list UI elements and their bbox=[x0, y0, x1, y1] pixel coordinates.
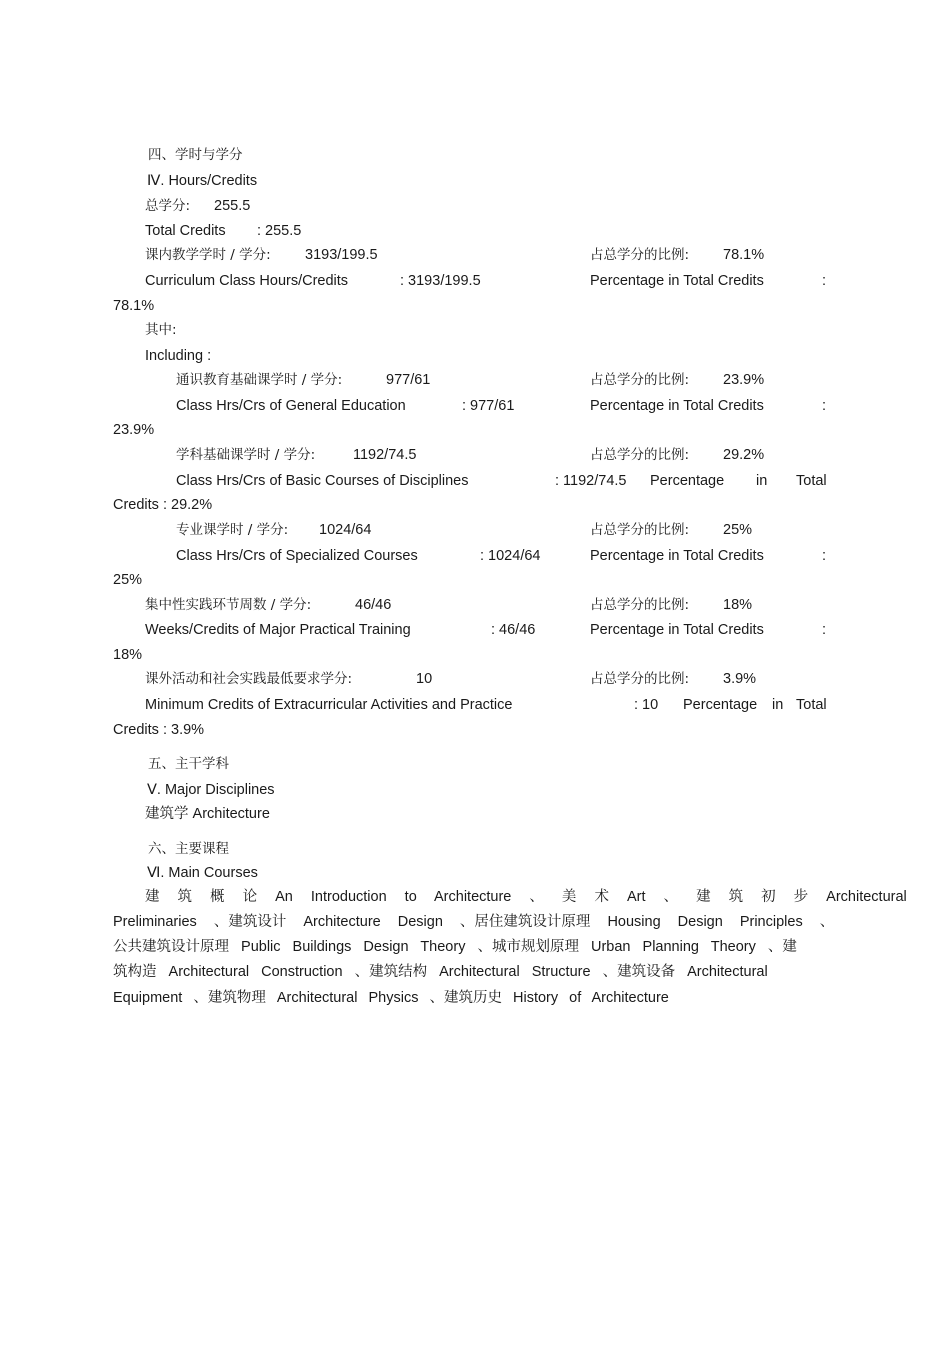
general-cn-value: 977/61 bbox=[386, 372, 431, 388]
specialized-en-value: : 1024/64 bbox=[480, 548, 541, 564]
extracurricular-en-pct-word-1: Percentage bbox=[683, 697, 758, 713]
curriculum-cn-pct-value: 78.1% bbox=[723, 247, 765, 263]
general-cn-pct-value: 23.9% bbox=[723, 372, 765, 388]
main-courses-line-4: 筑构造 Architectural Construction 、建筑结构 Architectural Structure 、建筑设备 Architectural bbox=[113, 964, 768, 980]
total-credits-en-label: Total Credits bbox=[145, 223, 226, 239]
including-cn: 其中: bbox=[145, 322, 177, 338]
general-cn-label: 通识教育基础课学时 / 学分: bbox=[176, 372, 343, 388]
extracurricular-en-pct-word-3: Total bbox=[796, 697, 827, 713]
section-5-content: 建筑学 Architecture bbox=[145, 806, 270, 822]
curriculum-cn-pct-label: 占总学分的比例: bbox=[590, 247, 690, 263]
section-6-heading-cn: 六、主要课程 bbox=[148, 841, 229, 857]
general-en-pct-label: Percentage in Total Credits bbox=[590, 398, 764, 414]
section-4-heading-en: Ⅳ. Hours/Credits bbox=[147, 173, 258, 189]
extracurricular-cn-pct-label: 占总学分的比例: bbox=[590, 671, 690, 687]
specialized-en-pct-value: 25% bbox=[113, 572, 143, 588]
main-courses-line-3: 公共建筑设计原理 Public Buildings Design Theory 、城市规划原理 Urban Planning Theory 、建 bbox=[113, 939, 797, 955]
section-6-heading-en: Ⅵ. Main Courses bbox=[147, 865, 258, 881]
specialized-en-pct-label: Percentage in Total Credits bbox=[590, 548, 764, 564]
extracurricular-en-pct-word-2: in bbox=[772, 697, 784, 713]
curriculum-en-pct-label: Percentage in Total Credits bbox=[590, 273, 764, 289]
general-en-colon: : bbox=[822, 398, 827, 414]
basic-en-value: : 1192/74.5 bbox=[555, 473, 627, 489]
basic-cn-value: 1192/74.5 bbox=[353, 447, 417, 463]
practical-cn-value: 46/46 bbox=[355, 597, 392, 613]
extracurricular-cn-value: 10 bbox=[416, 671, 433, 687]
practical-en-pct-label: Percentage in Total Credits bbox=[590, 622, 764, 638]
basic-cn-pct-label: 占总学分的比例: bbox=[590, 447, 690, 463]
practical-cn-label: 集中性实践环节周数 / 学分: bbox=[145, 597, 312, 613]
curriculum-en-colon: : bbox=[822, 273, 827, 289]
practical-cn-pct-value: 18% bbox=[723, 597, 753, 613]
total-credits-cn-label: 总学分: bbox=[145, 198, 191, 214]
basic-cn-pct-value: 29.2% bbox=[723, 447, 765, 463]
main-courses-line-5: Equipment 、建筑物理 Architectural Physics 、建筑历史 History of Architecture bbox=[113, 990, 669, 1006]
basic-cn-label: 学科基础课学时 / 学分: bbox=[176, 447, 316, 463]
practical-en-label: Weeks/Credits of Major Practical Training bbox=[145, 622, 411, 638]
section-5-heading-en: Ⅴ. Major Disciplines bbox=[147, 782, 275, 798]
practical-en-colon: : bbox=[822, 622, 827, 638]
specialized-cn-pct-label: 占总学分的比例: bbox=[590, 522, 690, 538]
basic-en-pct-word-1: Percentage bbox=[650, 473, 725, 489]
general-en-value: : 977/61 bbox=[462, 398, 515, 414]
extracurricular-en-value: : 10 bbox=[634, 697, 659, 713]
total-credits-en-value: : 255.5 bbox=[257, 223, 302, 239]
practical-cn-pct-label: 占总学分的比例: bbox=[590, 597, 690, 613]
curriculum-cn-value: 3193/199.5 bbox=[305, 247, 378, 263]
specialized-cn-label: 专业课学时 / 学分: bbox=[176, 522, 289, 538]
basic-en-pct-word-3: Total bbox=[796, 473, 827, 489]
specialized-cn-pct-value: 25% bbox=[723, 522, 753, 538]
general-en-pct-value: 23.9% bbox=[113, 422, 155, 438]
practical-en-pct-value: 18% bbox=[113, 647, 143, 663]
general-cn-pct-label: 占总学分的比例: bbox=[590, 372, 690, 388]
main-courses-line-2: Preliminaries 、建筑设计 Architecture Design 、居住建筑设计原理 Housing Design Principles 、 bbox=[113, 914, 835, 930]
specialized-en-label: Class Hrs/Crs of Specialized Courses bbox=[176, 548, 418, 564]
specialized-en-colon: : bbox=[822, 548, 827, 564]
specialized-cn-value: 1024/64 bbox=[319, 522, 372, 538]
curriculum-en-pct-value: 78.1% bbox=[113, 298, 155, 314]
including-en: Including : bbox=[145, 348, 212, 364]
extracurricular-cn-pct-value: 3.9% bbox=[723, 671, 757, 687]
section-5-heading-cn: 五、主干学科 bbox=[148, 756, 229, 772]
section-4-heading-cn: 四、学时与学分 bbox=[148, 147, 243, 163]
basic-en-pct-cont: Credits : 29.2% bbox=[113, 497, 213, 513]
extracurricular-cn-label: 课外活动和社会实践最低要求学分: bbox=[145, 671, 353, 687]
extracurricular-en-label: Minimum Credits of Extracurricular Activities and Practice bbox=[145, 697, 513, 713]
basic-en-pct-word-2: in bbox=[756, 473, 768, 489]
curriculum-en-value: : 3193/199.5 bbox=[400, 273, 481, 289]
extracurricular-en-pct-cont: Credits : 3.9% bbox=[113, 722, 205, 738]
curriculum-en-label: Curriculum Class Hours/Credits bbox=[145, 273, 349, 289]
basic-en-label: Class Hrs/Crs of Basic Courses of Disciplines bbox=[176, 473, 469, 489]
curriculum-cn-label: 课内教学学时 / 学分: bbox=[145, 247, 271, 263]
practical-en-value: : 46/46 bbox=[491, 622, 536, 638]
general-en-label: Class Hrs/Crs of General Education bbox=[176, 398, 406, 414]
total-credits-cn-value: 255.5 bbox=[214, 198, 251, 214]
main-courses-line-1: 建 筑 概 论 An Introduction to Architecture 、 美 术 Art 、 建 筑 初 步 Architectural bbox=[145, 889, 907, 905]
